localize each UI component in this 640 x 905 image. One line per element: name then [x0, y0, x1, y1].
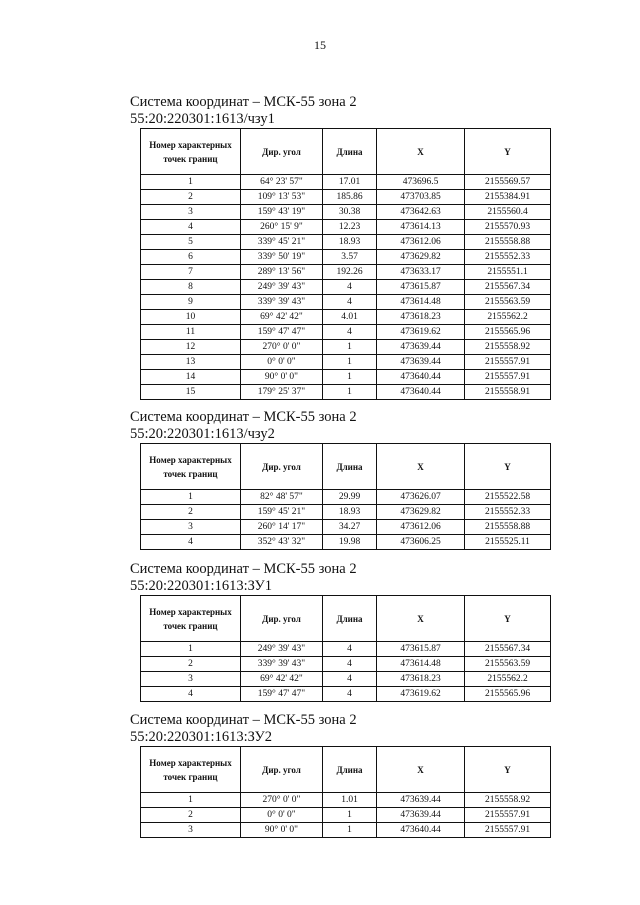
- table-row: [141, 657, 551, 672]
- header-x: X: [377, 596, 465, 642]
- x-cell: 473640.44: [377, 823, 465, 838]
- header-length: Длина: [323, 747, 377, 793]
- table-row: [141, 340, 551, 355]
- point-number-cell: 3: [141, 520, 241, 535]
- table-row: [141, 520, 551, 535]
- section-title-parcel: 55:20:220301:1613:ЗУ2: [130, 729, 273, 745]
- length-cell: 18.93: [323, 235, 377, 250]
- point-number-cell: 9: [141, 295, 241, 310]
- direction-angle-cell: 82° 48' 57": [241, 490, 323, 505]
- direction-angle-cell: 260° 15' 9": [241, 220, 323, 235]
- point-number-cell: 3: [141, 823, 241, 838]
- x-cell: 473629.82: [377, 250, 465, 265]
- x-cell: 473703.85: [377, 190, 465, 205]
- point-number-cell: 8: [141, 280, 241, 295]
- x-cell: 473633.17: [377, 265, 465, 280]
- length-cell: 185.86: [323, 190, 377, 205]
- y-cell: 2155560.4: [465, 205, 551, 220]
- y-cell: 2155557.91: [465, 823, 551, 838]
- length-cell: 19.98: [323, 535, 377, 550]
- y-cell: 2155557.91: [465, 808, 551, 823]
- x-cell: 473615.87: [377, 280, 465, 295]
- point-number-cell: 3: [141, 205, 241, 220]
- x-cell: 473615.87: [377, 642, 465, 657]
- point-number-cell: 2: [141, 190, 241, 205]
- point-number-cell: 1: [141, 793, 241, 808]
- direction-angle-cell: 109° 13' 53": [241, 190, 323, 205]
- length-cell: 17.01: [323, 175, 377, 190]
- header-length: Длина: [323, 596, 377, 642]
- x-cell: 473619.62: [377, 687, 465, 702]
- table-row: [141, 385, 551, 400]
- direction-angle-cell: 69° 42' 42": [241, 310, 323, 325]
- header-length: Длина: [323, 129, 377, 175]
- x-cell: 473639.44: [377, 808, 465, 823]
- length-cell: 18.93: [323, 505, 377, 520]
- length-cell: 1: [323, 340, 377, 355]
- table-row: [141, 355, 551, 370]
- table-row: [141, 808, 551, 823]
- direction-angle-cell: 289° 13' 56": [241, 265, 323, 280]
- coordinate-section-zu1: [130, 561, 550, 702]
- direction-angle-cell: 352° 43' 32": [241, 535, 323, 550]
- y-cell: 2155565.96: [465, 687, 551, 702]
- header-direction-angle: Дир. угол: [241, 747, 323, 793]
- direction-angle-cell: 249° 39' 43": [241, 280, 323, 295]
- y-cell: 2155522.58: [465, 490, 551, 505]
- point-number-cell: 4: [141, 687, 241, 702]
- coordinates-table: [140, 443, 551, 550]
- y-cell: 2155563.59: [465, 657, 551, 672]
- x-cell: 473614.13: [377, 220, 465, 235]
- x-cell: 473629.82: [377, 505, 465, 520]
- length-cell: 4: [323, 657, 377, 672]
- x-cell: 473614.48: [377, 657, 465, 672]
- page-number: 15: [314, 38, 326, 52]
- header-point-number: Номер характерных точек границ: [141, 747, 241, 793]
- length-cell: 4: [323, 325, 377, 340]
- header-direction-angle: Дир. угол: [241, 129, 323, 175]
- point-number-cell: 14: [141, 370, 241, 385]
- direction-angle-cell: 159° 47' 47": [241, 687, 323, 702]
- y-cell: 2155562.2: [465, 310, 551, 325]
- y-cell: 2155384.91: [465, 190, 551, 205]
- table-row: [141, 295, 551, 310]
- point-number-cell: 3: [141, 672, 241, 687]
- length-cell: 192.26: [323, 265, 377, 280]
- x-cell: 473612.06: [377, 235, 465, 250]
- direction-angle-cell: 260° 14' 17": [241, 520, 323, 535]
- length-cell: 1: [323, 355, 377, 370]
- x-cell: 473639.44: [377, 355, 465, 370]
- header-point-number: Номер характерных точек границ: [141, 129, 241, 175]
- direction-angle-cell: 270° 0' 0": [241, 340, 323, 355]
- x-cell: 473696.5: [377, 175, 465, 190]
- coordinates-table: [140, 746, 551, 838]
- direction-angle-cell: 339° 39' 43": [241, 295, 323, 310]
- table-row: [141, 672, 551, 687]
- length-cell: 1.01: [323, 793, 377, 808]
- y-cell: 2155552.33: [465, 505, 551, 520]
- x-cell: 473614.48: [377, 295, 465, 310]
- length-cell: 1: [323, 823, 377, 838]
- point-number-cell: 12: [141, 340, 241, 355]
- table-row: [141, 535, 551, 550]
- header-x: X: [377, 129, 465, 175]
- point-number-cell: 2: [141, 505, 241, 520]
- length-cell: 34.27: [323, 520, 377, 535]
- table-row: [141, 205, 551, 220]
- point-number-cell: 4: [141, 535, 241, 550]
- x-cell: 473618.23: [377, 672, 465, 687]
- table-row: [141, 823, 551, 838]
- y-cell: 2155558.91: [465, 385, 551, 400]
- section-title-parcel: 55:20:220301:1613/чзу1: [130, 111, 275, 127]
- coordinate-section-zu2: [130, 712, 550, 838]
- x-cell: 473619.62: [377, 325, 465, 340]
- y-cell: 2155563.59: [465, 295, 551, 310]
- length-cell: 4.01: [323, 310, 377, 325]
- direction-angle-cell: 0° 0' 0": [241, 355, 323, 370]
- point-number-cell: 5: [141, 235, 241, 250]
- point-number-cell: 10: [141, 310, 241, 325]
- direction-angle-cell: 0° 0' 0": [241, 808, 323, 823]
- point-number-cell: 13: [141, 355, 241, 370]
- y-cell: 2155569.57: [465, 175, 551, 190]
- header-y: Y: [465, 444, 551, 490]
- length-cell: 4: [323, 687, 377, 702]
- y-cell: 2155551.1: [465, 265, 551, 280]
- length-cell: 4: [323, 295, 377, 310]
- length-cell: 3.57: [323, 250, 377, 265]
- y-cell: 2155558.88: [465, 520, 551, 535]
- direction-angle-cell: 69° 42' 42": [241, 672, 323, 687]
- y-cell: 2155552.33: [465, 250, 551, 265]
- length-cell: 29.99: [323, 490, 377, 505]
- table-row: [141, 175, 551, 190]
- direction-angle-cell: 64° 23' 57": [241, 175, 323, 190]
- length-cell: 4: [323, 672, 377, 687]
- x-cell: 473640.44: [377, 370, 465, 385]
- coordinates-table: [140, 595, 551, 702]
- section-title-parcel: 55:20:220301:1613:ЗУ1: [130, 578, 273, 594]
- x-cell: 473639.44: [377, 340, 465, 355]
- table-row: [141, 793, 551, 808]
- direction-angle-cell: 90° 0' 0": [241, 823, 323, 838]
- point-number-cell: 2: [141, 808, 241, 823]
- header-x: X: [377, 444, 465, 490]
- table-row: [141, 235, 551, 250]
- y-cell: 2155558.92: [465, 793, 551, 808]
- header-direction-angle: Дир. угол: [241, 596, 323, 642]
- direction-angle-cell: 159° 45' 21": [241, 505, 323, 520]
- x-cell: 473640.44: [377, 385, 465, 400]
- length-cell: 30.38: [323, 205, 377, 220]
- x-cell: 473618.23: [377, 310, 465, 325]
- length-cell: 1: [323, 808, 377, 823]
- table-row: [141, 280, 551, 295]
- y-cell: 2155525.11: [465, 535, 551, 550]
- coordinates-table: [140, 128, 551, 400]
- point-number-cell: 2: [141, 657, 241, 672]
- header-y: Y: [465, 596, 551, 642]
- point-number-cell: 15: [141, 385, 241, 400]
- direction-angle-cell: 159° 47' 47": [241, 325, 323, 340]
- section-title-parcel: 55:20:220301:1613/чзу2: [130, 426, 275, 442]
- direction-angle-cell: 339° 39' 43": [241, 657, 323, 672]
- header-y: Y: [465, 747, 551, 793]
- table-row: [141, 190, 551, 205]
- point-number-cell: 6: [141, 250, 241, 265]
- length-cell: 1: [323, 370, 377, 385]
- length-cell: 12.23: [323, 220, 377, 235]
- header-direction-angle: Дир. угол: [241, 444, 323, 490]
- y-cell: 2155557.91: [465, 355, 551, 370]
- section-title-system: Система координат – МСК-55 зона 2: [130, 561, 357, 577]
- y-cell: 2155567.34: [465, 642, 551, 657]
- table-row: [141, 325, 551, 340]
- table-row: [141, 265, 551, 280]
- direction-angle-cell: 270° 0' 0": [241, 793, 323, 808]
- y-cell: 2155558.92: [465, 340, 551, 355]
- direction-angle-cell: 90° 0' 0": [241, 370, 323, 385]
- header-y: Y: [465, 129, 551, 175]
- y-cell: 2155570.93: [465, 220, 551, 235]
- section-title-system: Система координат – МСК-55 зона 2: [130, 712, 357, 728]
- table-row: [141, 687, 551, 702]
- x-cell: 473642.63: [377, 205, 465, 220]
- length-cell: 4: [323, 642, 377, 657]
- point-number-cell: 1: [141, 642, 241, 657]
- length-cell: 1: [323, 385, 377, 400]
- coordinate-section-chzu1: [130, 94, 550, 400]
- point-number-cell: 11: [141, 325, 241, 340]
- header-point-number: Номер характерных точек границ: [141, 444, 241, 490]
- x-cell: 473612.06: [377, 520, 465, 535]
- y-cell: 2155565.96: [465, 325, 551, 340]
- section-title-system: Система координат – МСК-55 зона 2: [130, 94, 357, 110]
- header-x: X: [377, 747, 465, 793]
- y-cell: 2155558.88: [465, 235, 551, 250]
- point-number-cell: 4: [141, 220, 241, 235]
- direction-angle-cell: 249° 39' 43": [241, 642, 323, 657]
- table-row: [141, 642, 551, 657]
- point-number-cell: 1: [141, 175, 241, 190]
- x-cell: 473606.25: [377, 535, 465, 550]
- direction-angle-cell: 159° 43' 19": [241, 205, 323, 220]
- table-row: [141, 250, 551, 265]
- y-cell: 2155562.2: [465, 672, 551, 687]
- y-cell: 2155557.91: [465, 370, 551, 385]
- header-length: Длина: [323, 444, 377, 490]
- coordinate-section-chzu2: [130, 409, 550, 550]
- y-cell: 2155567.34: [465, 280, 551, 295]
- length-cell: 4: [323, 280, 377, 295]
- point-number-cell: 1: [141, 490, 241, 505]
- x-cell: 473626.07: [377, 490, 465, 505]
- direction-angle-cell: 179° 25' 37": [241, 385, 323, 400]
- direction-angle-cell: 339° 45' 21": [241, 235, 323, 250]
- x-cell: 473639.44: [377, 793, 465, 808]
- header-point-number: Номер характерных точек границ: [141, 596, 241, 642]
- table-row: [141, 310, 551, 325]
- table-row: [141, 490, 551, 505]
- table-row: [141, 505, 551, 520]
- table-row: [141, 220, 551, 235]
- direction-angle-cell: 339° 50' 19": [241, 250, 323, 265]
- point-number-cell: 7: [141, 265, 241, 280]
- section-title-system: Система координат – МСК-55 зона 2: [130, 409, 357, 425]
- table-row: [141, 370, 551, 385]
